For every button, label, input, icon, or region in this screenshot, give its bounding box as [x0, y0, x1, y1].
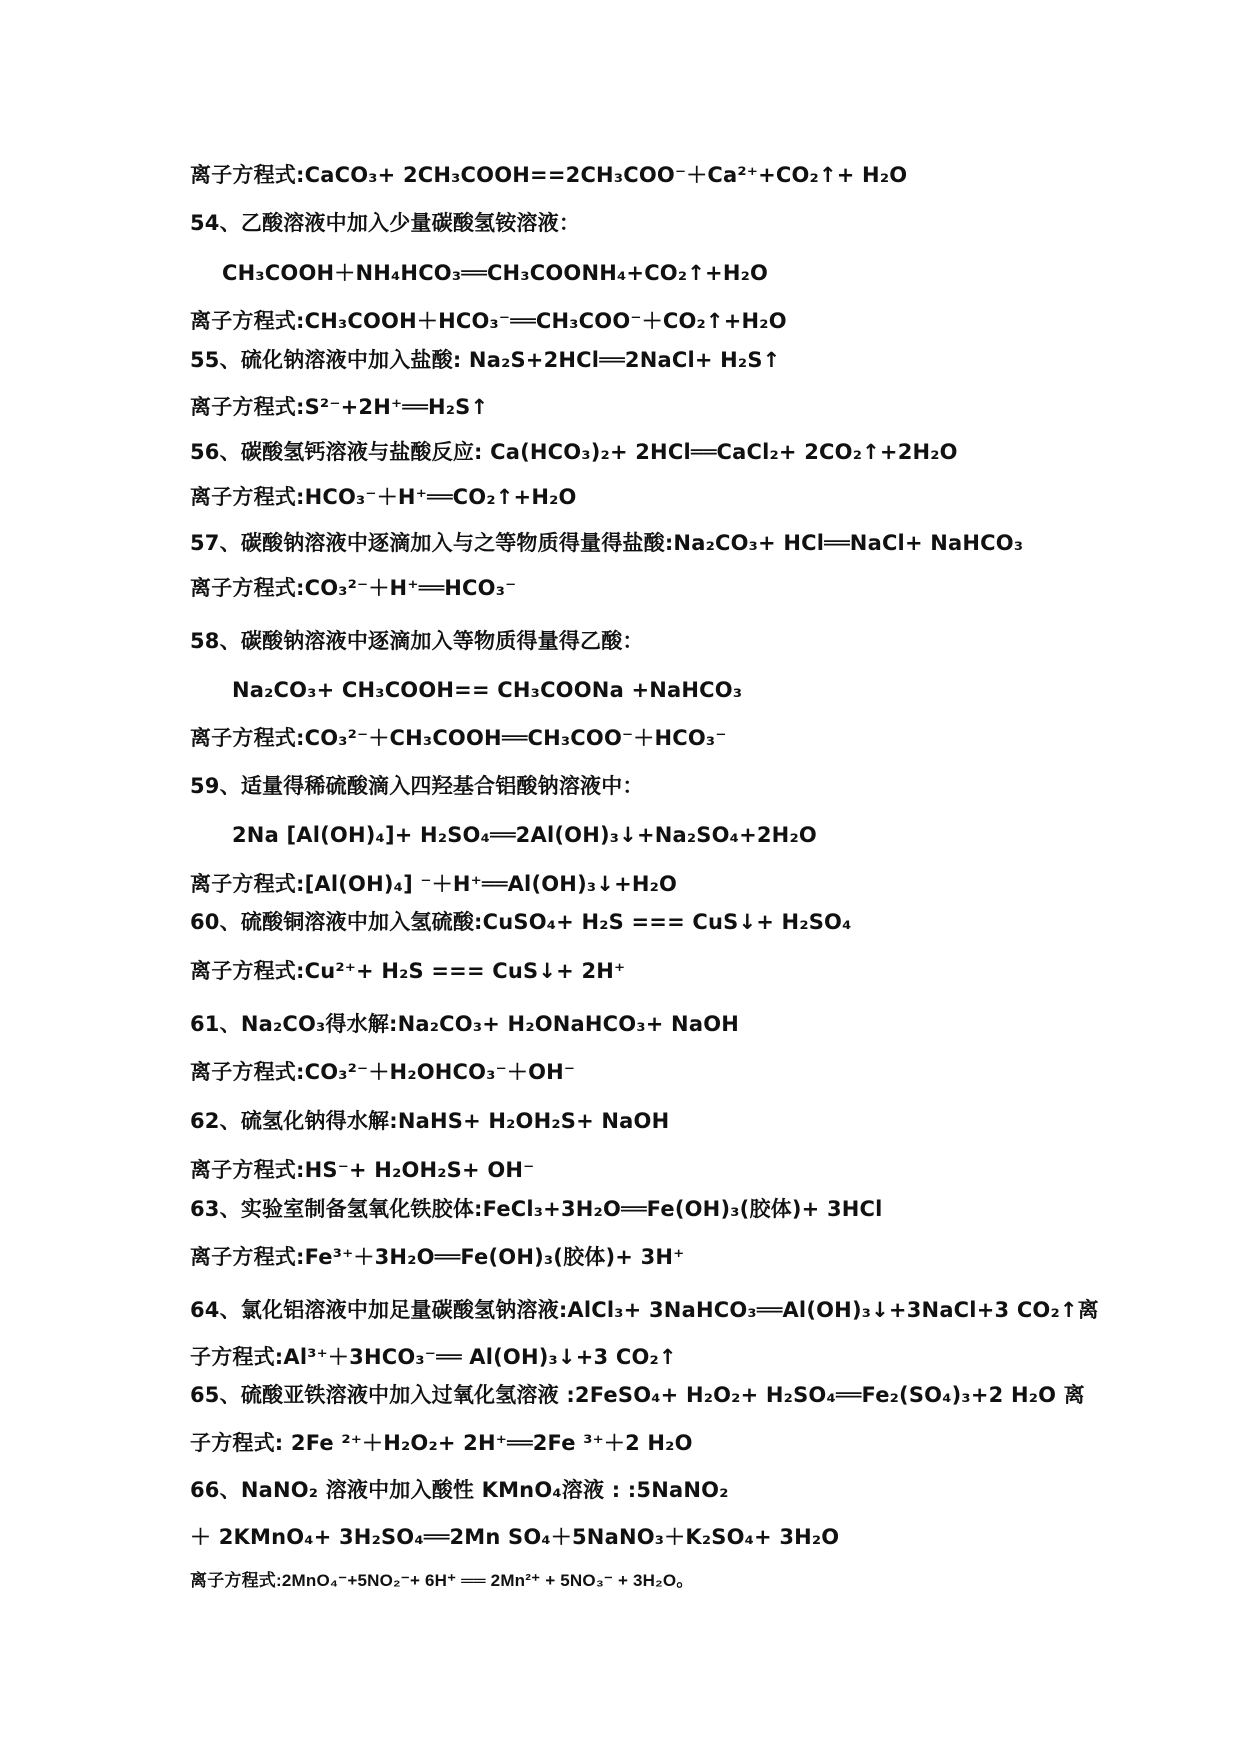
text-line: 62、硫氢化钠得水解:NaHS+ H₂OH₂S+ NaOH [190, 1109, 670, 1133]
text-line: 56、碳酸氢钙溶液与盐酸反应: Ca(HCO₃)₂+ 2HCl══CaCl₂+ 2CO₂↑+2H₂O [190, 440, 958, 464]
text-line: Na₂CO₃+ CH₃COOH== CH₃COONa +NaHCO₃ [232, 678, 743, 702]
text-line: 57、碳酸钠溶液中逐滴加入与之等物质得量得盐酸:Na₂CO₃+ HCl══NaCl+ NaHCO₃ [190, 531, 1024, 555]
text-line: 54、乙酸溶液中加入少量碳酸氢铵溶液： [190, 211, 581, 235]
text-line: 2Na [Al(OH)₄]+ H₂SO₄══2Al(OH)₃↓+Na₂SO₄+2H₂O [232, 823, 817, 847]
text-line: ＋ 2KMnO₄+ 3H₂SO₄══2Mn SO₄＋5NaNO₃＋K₂SO₄+ 3H₂O [190, 1525, 840, 1549]
text-line: 63、实验室制备氢氧化铁胶体:FeCl₃+3H₂O══Fe(OH)₃(胶体)+ 3HCl [190, 1197, 883, 1221]
text-line: 离子方程式:CO₃²⁻＋H⁺══HCO₃⁻ [190, 576, 517, 600]
text-line: 离子方程式:2MnO₄⁻+5NO₂⁻+ 6H⁺ ══ 2Mn²⁺ + 5NO₃⁻ + 3H₂O。 [190, 1571, 694, 1590]
text-line: 55、硫化钠溶液中加入盐酸: Na₂S+2HCl══2NaCl+ H₂S↑ [190, 348, 781, 372]
text-line: 离子方程式:CaCO₃+ 2CH₃COOH==2CH₃COO⁻＋Ca²⁺+CO₂↑+ H₂O [190, 163, 908, 187]
text-line: 离子方程式:CO₃²⁻＋H₂OHCO₃⁻＋OH⁻ [190, 1060, 576, 1084]
text-line: 59、适量得稀硫酸滴入四羟基合铝酸钠溶液中： [190, 774, 644, 798]
text-line: 离子方程式:S²⁻+2H⁺══H₂S↑ [190, 395, 489, 419]
text-line: CH₃COOH＋NH₄HCO₃══CH₃COONH₄+CO₂↑+H₂O [222, 261, 769, 285]
text-line: 65、硫酸亚铁溶液中加入过氧化氢溶液 :2FeSO₄+ H₂O₂+ H₂SO₄══Fe₂(SO₄)₃+2 H₂O 离 [190, 1383, 1085, 1407]
text-line: 离子方程式:CH₃COOH＋HCO₃⁻══CH₃COO⁻＋CO₂↑+H₂O [190, 309, 787, 333]
text-line: 离子方程式:Cu²⁺+ H₂S === CuS↓+ 2H⁺ [190, 959, 626, 983]
text-line: 离子方程式:HCO₃⁻＋H⁺══CO₂↑+H₂O [190, 485, 577, 509]
text-line: 子方程式:Al³⁺＋3HCO₃⁻══ Al(OH)₃↓+3 CO₂↑ [190, 1345, 677, 1369]
text-line: 58、碳酸钠溶液中逐滴加入等物质得量得乙酸： [190, 629, 644, 653]
text-line: 离子方程式:CO₃²⁻＋CH₃COOH══CH₃COO⁻＋HCO₃⁻ [190, 726, 727, 750]
text-line: 子方程式: 2Fe ²⁺＋H₂O₂+ 2H⁺══2Fe ³⁺＋2 H₂O [190, 1431, 693, 1455]
text-line: 64、氯化铝溶液中加足量碳酸氢钠溶液:AlCl₃+ 3NaHCO₃══Al(OH)₃↓+3NaCl+3 CO₂↑离 [190, 1298, 1099, 1322]
text-line: 离子方程式:[Al(OH)₄] ⁻＋H⁺══Al(OH)₃↓+H₂O [190, 872, 678, 896]
text-line: 61、Na₂CO₃得水解:Na₂CO₃+ H₂ONaHCO₃+ NaOH [190, 1012, 740, 1036]
text-line: 66、NaNO₂ 溶液中加入酸性 KMnO₄溶液 : :5NaNO₂ [190, 1478, 729, 1502]
text-line: 离子方程式:HS⁻+ H₂OH₂S+ OH⁻ [190, 1158, 535, 1182]
text-line: 离子方程式:Fe³⁺＋3H₂O══Fe(OH)₃(胶体)+ 3H⁺ [190, 1245, 685, 1269]
text-line: 60、硫酸铜溶液中加入氢硫酸:CuSO₄+ H₂S === CuS↓+ H₂SO₄ [190, 910, 852, 934]
